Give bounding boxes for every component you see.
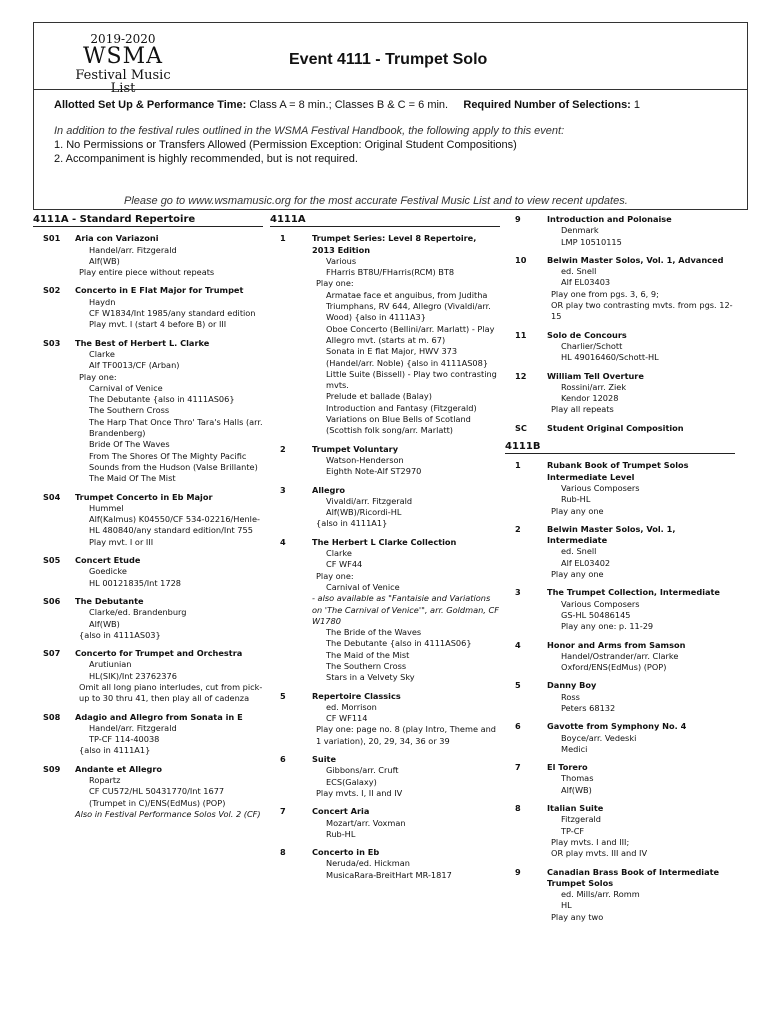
entry-detail: HL(SIK)/Int 23762376	[89, 670, 177, 681]
entry-detail: Play one: page no. 8 (play Intro, Theme and 1 variation), 20, 29, 34, 36 or 39	[316, 724, 496, 746]
required-label: Required Number of Selections:	[463, 99, 631, 111]
entry-detail: Handel/arr. Fitzgerald	[89, 722, 177, 733]
entry-detail: Hummel	[89, 502, 124, 513]
entry-detail: Arutiunian	[89, 659, 132, 670]
entry-number: 11	[515, 329, 527, 340]
entry-detail: The Southern Cross	[326, 660, 407, 671]
entry-list	[33, 233, 263, 820]
entry-detail: Play mvt. I or III	[89, 536, 154, 547]
entry-title: Concerto in Eb	[312, 847, 380, 858]
entry-title: Trumpet Voluntary	[312, 443, 399, 454]
entry-detail: Rossini/arr. Ziek	[561, 381, 627, 392]
entry-number: 7	[515, 762, 521, 773]
entry-detail: Rub-HL	[326, 828, 356, 839]
header-divider	[34, 89, 747, 90]
entry-detail: Alf EL03403	[561, 277, 611, 288]
list-item	[505, 255, 735, 323]
entry-detail: Carnival of Venice	[89, 382, 163, 393]
entry-title: The Herbert L Clarke Collection	[312, 536, 457, 547]
entry-list	[270, 233, 500, 881]
entry-detail: TP-CF 114-40038	[89, 734, 160, 745]
website-note: Please go to www.wsmamusic.org for the most accurate Festival Music List and to view recent updates.	[124, 195, 628, 207]
list-item	[270, 754, 500, 799]
logo-subtitle: Festival Music List	[75, 68, 171, 96]
list-item	[505, 214, 735, 248]
entry-title: Belwin Master Solos, Vol. 1, Advanced	[547, 254, 724, 265]
entry-title: Allegro	[312, 484, 346, 495]
entry-detail: Haydn	[89, 296, 116, 307]
entry-title: Belwin Master Solos, Vol. 1, Intermediate	[547, 523, 676, 546]
rule-1: 1. No Permissions or Transfers Allowed (Permission Exception: Original Student Compositions)	[54, 139, 517, 151]
list-item	[270, 847, 500, 881]
entry-number: 3	[280, 484, 286, 495]
entry-detail: Also in Festival Performance Solos Vol. 2 (CF)	[75, 808, 261, 819]
list-item	[505, 803, 735, 859]
entry-number: 10	[515, 254, 527, 265]
header-box	[33, 22, 748, 210]
entry-title: Concerto in E Flat Major for Trumpet	[75, 285, 244, 296]
entry-detail: HL 00121835/Int 1728	[89, 577, 182, 588]
entry-number: 5	[515, 680, 521, 691]
entry-detail: Alf(WB)	[89, 255, 120, 266]
entry-detail: Handel/Ostrander/arr. Clarke	[561, 650, 679, 661]
entry-detail: Play one from pgs. 3, 6, 9;	[551, 288, 659, 299]
entry-detail: {also in 4111A1}	[316, 518, 388, 529]
wsma-logo	[68, 33, 178, 95]
entry-title: Adagio and Allegro from Sonata in E	[75, 711, 243, 722]
entry-title: Concerto for Trumpet and Orchestra	[75, 648, 243, 659]
entry-title: Trumpet Series: Level 8 Repertoire, 2013 Edition	[312, 233, 477, 255]
entry-detail: Prelude et ballade (Balay)	[326, 391, 432, 402]
list-item	[33, 712, 263, 757]
entry-detail: Handel/arr. Fitzgerald	[89, 244, 177, 255]
entry-detail: Alf EL03402	[561, 557, 611, 568]
entry-detail: ECS(Galaxy)	[326, 776, 377, 787]
entry-detail: FHarris BT8U/FHarris(RCM) BT8	[326, 267, 455, 278]
list-item	[505, 460, 735, 516]
entry-number: S01	[43, 233, 61, 244]
entry-title: Canadian Brass Book of Intermediate Trumpet Solos	[547, 866, 720, 888]
list-item	[505, 680, 735, 714]
entry-detail: The Debutante {also in 4111AS06}	[326, 638, 472, 649]
entry-detail: Armatae face et anguibus, from Juditha Triumphans, RV 644, Allegro (Vivaldi/arr. Wood) {also in 4111A3}	[326, 289, 491, 323]
entry-detail: LMP 10510115	[561, 236, 622, 247]
entry-number: 6	[515, 721, 521, 732]
entry-detail: ed. Snell	[561, 266, 597, 277]
entry-title: The Trumpet Collection, Intermediate	[547, 587, 720, 598]
entry-detail: GS-HL 50486145	[561, 609, 631, 620]
entry-detail: The Southern Cross	[89, 405, 170, 416]
rule-2: 2. Accompaniment is highly recommended, but is not required.	[54, 153, 358, 165]
entry-detail: Vivaldi/arr. Fitzgerald	[326, 495, 413, 506]
list-item	[505, 524, 735, 580]
entry-title: The Debutante	[75, 595, 144, 606]
entry-number: 9	[515, 214, 521, 224]
entry-title: El Torero	[547, 762, 588, 773]
entry-detail: Medici	[561, 743, 588, 754]
list-item	[33, 648, 263, 704]
entry-title: Concert Etude	[75, 555, 141, 566]
entry-detail: Alf(WB)/Ricordi-HL	[326, 507, 402, 518]
entry-detail: The Maid Of The Mist	[89, 473, 176, 484]
entry-number: S07	[43, 648, 61, 659]
allotted-time	[54, 99, 640, 111]
entry-detail: Play entire piece without repeats	[79, 267, 215, 278]
entry-detail: Clarke	[89, 348, 115, 359]
entry-title: Student Original Composition	[547, 422, 684, 433]
entry-detail: Boyce/arr. Vedeski	[561, 732, 637, 743]
entry-detail: Alf(Kalmus) K04550/CF 534-02216/Henle-HL 480840/any standard edition/Int 755	[89, 514, 260, 536]
entry-detail: Play mvt. I (start 4 before B) or III	[89, 319, 227, 330]
entry-detail: Play mvts. I and III;	[551, 836, 630, 847]
entry-detail: Play one:	[316, 570, 354, 581]
entry-number: 2	[280, 443, 286, 454]
entry-detail: Rub-HL	[561, 494, 591, 505]
entry-detail: Fitzgerald	[561, 814, 601, 825]
section-heading: 4111A	[270, 214, 500, 227]
entry-title: Andante et Allegro	[75, 763, 163, 774]
entry-detail: TP-CF	[561, 825, 585, 836]
list-item	[505, 721, 735, 755]
section-heading: 4111B	[505, 441, 735, 454]
entry-detail: CF WF44	[326, 559, 363, 570]
required-value: 1	[633, 99, 641, 111]
entry-detail: Thomas	[561, 773, 594, 784]
logo-org: WSMA	[82, 44, 164, 69]
entry-detail: Kendor 12028	[561, 393, 619, 404]
entry-detail: Play any two	[551, 911, 604, 922]
entry-detail: OR play two contrasting mvts. from pgs. 12-15	[551, 300, 733, 322]
entry-detail: Mozart/arr. Voxman	[326, 817, 406, 828]
entry-title: Honor and Arms from Samson	[547, 639, 686, 650]
list-item	[505, 371, 735, 416]
entry-detail: Play one:	[316, 278, 354, 289]
entry-list	[505, 214, 735, 434]
list-item	[505, 423, 735, 434]
entry-title: Suite	[312, 754, 336, 765]
entry-detail: Watson-Henderson	[326, 454, 404, 465]
entry-detail: HL 49016460/Schott-HL	[561, 352, 659, 363]
event-title: Event 4111 - Trumpet Solo	[289, 51, 488, 68]
entry-detail: {also in 4111A1}	[79, 745, 151, 756]
entry-number: 2	[515, 523, 521, 534]
entry-title: Danny Boy	[547, 680, 597, 691]
entry-number: 3	[515, 587, 521, 598]
column-1	[33, 214, 263, 827]
entry-title: Gavotte from Symphony No. 4	[547, 721, 687, 732]
entry-detail: CF CU572/HL 50431770/Int 1677 (Trumpet in C)/ENS(EdMus) (POP)	[89, 786, 226, 808]
entry-detail: Sonata in E flat Major, HWV 373 (Handel/arr. Noble) {also in 4111AS08}	[326, 346, 489, 368]
list-item	[33, 338, 263, 485]
entry-detail: Alf(WB)	[561, 784, 592, 795]
list-item	[270, 485, 500, 530]
entry-detail: Bride Of The Waves	[89, 439, 170, 450]
entry-number: S06	[43, 595, 61, 606]
entry-detail: Gibbons/arr. Cruft	[326, 765, 399, 776]
entry-detail: CF WF114	[326, 713, 368, 724]
entry-number: 4	[515, 639, 521, 650]
entry-title: Rubank Book of Trumpet Solos Intermediate Level	[547, 460, 689, 482]
allotted-label: Allotted Set Up & Performance Time:	[54, 99, 247, 111]
list-item	[33, 596, 263, 641]
column-3	[505, 214, 735, 930]
entry-title: Introduction and Polonaise	[547, 214, 672, 224]
entry-number: 1	[280, 233, 286, 244]
entry-detail: Eighth Note-Alf ST2970	[326, 466, 422, 477]
list-item	[33, 233, 263, 278]
entry-detail: OR play mvts. III and IV	[551, 848, 648, 859]
entry-detail: Oxford/ENS(EdMus) (POP)	[561, 662, 667, 673]
entry-title: William Tell Overture	[547, 370, 644, 381]
entry-detail: Play mvts. I, II and IV	[316, 787, 403, 798]
entry-detail: Ropartz	[89, 775, 121, 786]
entry-number: S05	[43, 555, 61, 566]
list-item	[270, 691, 500, 747]
logo-year: 2019-2020	[90, 32, 156, 46]
list-item	[505, 867, 735, 923]
entry-title: Solo de Concours	[547, 329, 627, 340]
entry-title: Italian Suite	[547, 803, 604, 814]
entry-number: 12	[515, 370, 527, 381]
entry-number: 6	[280, 754, 286, 765]
entry-title: Trumpet Concerto in Eb Major	[75, 491, 213, 502]
rules-intro: In addition to the festival rules outlined in the WSMA Festival Handbook, the following apply to this event:	[54, 125, 565, 137]
entry-title: Concert Aria	[312, 806, 370, 817]
entry-detail: Goedicke	[89, 566, 127, 577]
entry-detail: Omit all long piano interludes, cut from pick-up to 30 thru 41, then play all of cadenza	[79, 681, 263, 704]
list-item	[33, 285, 263, 330]
entry-detail: Alf TF0013/CF (Arban)	[89, 360, 180, 371]
entry-detail: Play any one	[551, 505, 604, 516]
entry-number: S03	[43, 337, 61, 348]
allotted-value: Class A = 8 min.; Classes B & C = 6 min.	[249, 99, 449, 111]
entry-detail: Various Composers	[561, 482, 640, 493]
entry-title: Aria con Variazoni	[75, 233, 159, 244]
entry-title: Repertoire Classics	[312, 690, 401, 701]
entry-detail: Various	[326, 255, 357, 266]
entry-number: 7	[280, 806, 286, 817]
entry-detail: CF W1834/Int 1985/any standard edition	[89, 308, 256, 319]
rules-block	[54, 124, 564, 166]
entry-detail: Introduction and Fantasy (Fitzgerald)	[326, 402, 477, 413]
entry-detail: Play all repeats	[551, 404, 614, 415]
list-item	[505, 330, 735, 364]
list-item	[270, 233, 500, 436]
list-item	[270, 444, 500, 478]
entry-detail: {also in 4111AS03}	[79, 629, 161, 640]
list-item	[505, 587, 735, 632]
entry-detail: Peters 68132	[561, 702, 616, 713]
entry-detail: The Debutante {also in 4111AS06}	[89, 394, 235, 405]
entry-detail: Clarke/ed. Brandenburg	[89, 607, 187, 618]
entry-detail: Stars in a Velvety Sky	[326, 672, 415, 683]
entry-detail: MusicaRara-BreitHart MR-1817	[326, 869, 452, 880]
entry-number: 8	[515, 803, 521, 814]
entry-detail: Ross	[561, 691, 580, 702]
entry-detail: Play one:	[79, 371, 117, 382]
entry-detail: The Bride of the Waves	[326, 627, 422, 638]
list-item	[33, 764, 263, 820]
entry-number: SC	[515, 422, 527, 433]
entry-number: S02	[43, 285, 61, 296]
entry-number: 9	[515, 866, 521, 877]
entry-detail: Neruda/ed. Hickman	[326, 858, 410, 869]
section-heading: 4111A - Standard Repertoire	[33, 214, 263, 227]
entry-title: The Best of Herbert L. Clarke	[75, 337, 210, 348]
entry-detail: - also available as "Fantaisie and Variations on 'The Carnival of Venice'", arr. Goldman, CF W1780	[312, 593, 499, 626]
entry-number: S04	[43, 491, 61, 502]
list-item	[505, 762, 735, 796]
entry-detail: Little Suite (Bissell) - Play two contrasting mvts.	[326, 368, 497, 391]
entry-number: S09	[43, 763, 61, 774]
entry-detail: From The Shores Of The Mighty Pacific	[89, 450, 247, 461]
entry-detail: Play any one	[551, 569, 604, 580]
entry-detail: ed. Morrison	[326, 701, 377, 712]
list-item	[33, 555, 263, 589]
entry-number: 5	[280, 690, 286, 701]
entry-detail: Play any one: p. 11-29	[561, 621, 654, 632]
entry-detail: Variations on Blue Bells of Scotland (Scottish folk song/arr. Marlatt)	[326, 414, 471, 436]
entry-detail: Various Composers	[561, 598, 640, 609]
entry-detail: The Harp That Once Thro' Tara's Halls (arr. Brandenberg)	[89, 416, 263, 439]
entry-detail: Clarke	[326, 548, 352, 559]
list-item	[505, 640, 735, 674]
entry-detail: ed. Snell	[561, 546, 597, 557]
entry-detail: ed. Mills/arr. Romm	[561, 889, 640, 900]
entry-detail: The Maid of the Mist	[326, 649, 410, 660]
entry-detail: Charlier/Schott	[561, 340, 623, 351]
list-item	[270, 806, 500, 840]
entry-detail: Sounds from the Hudson (Valse Brillante)	[89, 461, 258, 472]
entry-number: S08	[43, 711, 61, 722]
entry-detail: Denmark	[561, 225, 599, 236]
entry-detail: Oboe Concerto (Bellini/arr. Marlatt) - Play Allegro mvt. (starts at m. 67)	[326, 323, 495, 345]
column-2	[270, 214, 500, 888]
entry-list	[505, 460, 735, 923]
entry-detail: Alf(WB)	[89, 618, 120, 629]
entry-number: 8	[280, 847, 286, 858]
entry-detail: HL	[561, 900, 572, 911]
entry-detail: Carnival of Venice	[326, 581, 400, 592]
entry-number: 1	[515, 460, 521, 471]
entry-number: 4	[280, 536, 286, 547]
list-item	[270, 537, 500, 684]
list-item	[33, 492, 263, 548]
